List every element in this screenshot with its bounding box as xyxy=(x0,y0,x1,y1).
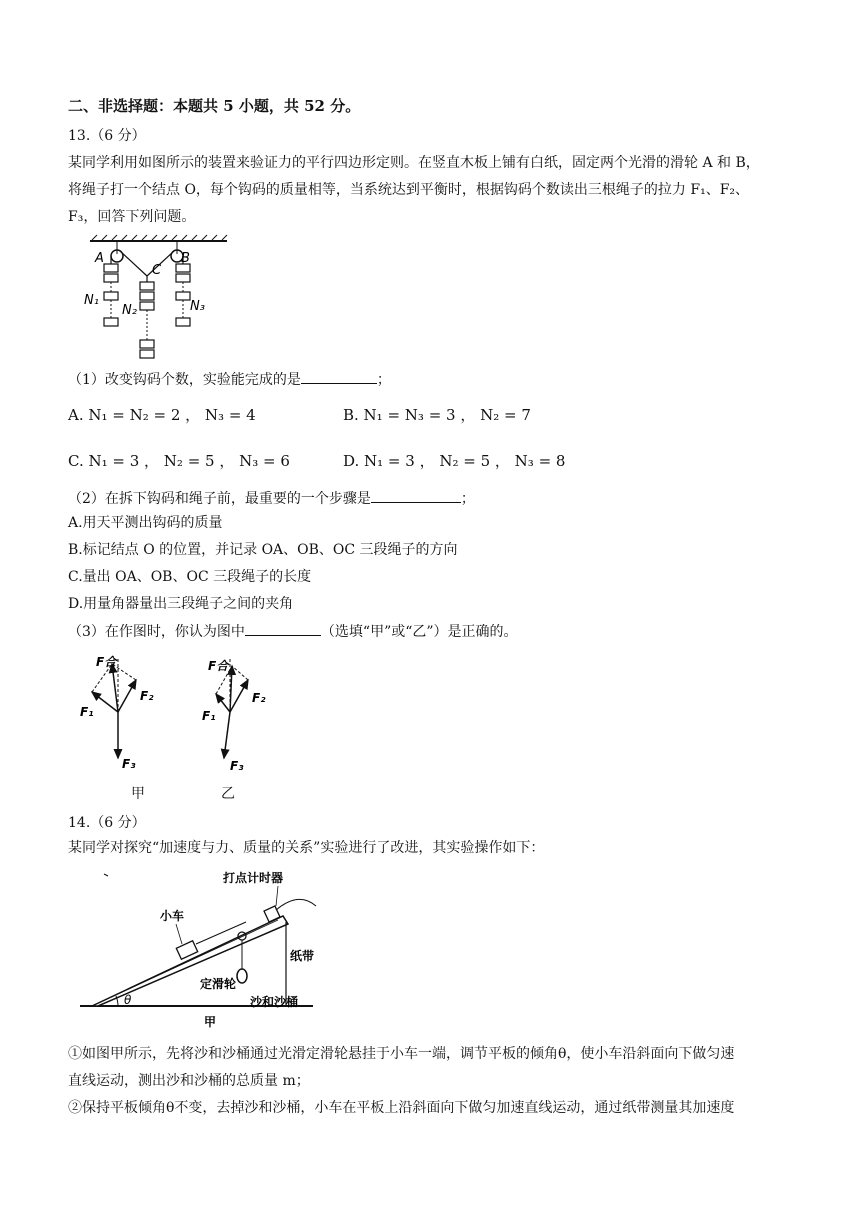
q14-number: 14.（6 分） xyxy=(68,815,146,831)
jia-label-f3: F₃ xyxy=(122,757,136,771)
force-diagram-yi xyxy=(216,658,248,758)
q14-step1-line1: ①如图甲所示，先将沙和沙桶通过光滑定滑轮悬挂于小车一端，调节平板的倾角θ，使小车沿斜面向下做匀速 xyxy=(68,1046,735,1062)
q13-sub3-text: （3）在作图时，你认为图中 xyxy=(68,624,245,640)
yi-label-f3: F₃ xyxy=(230,759,244,773)
q13-intro-line2: 将绳子打一个结点 O，每个钩码的质量相等，当系统达到平衡时，根据钩码个数读出三根绳子的拉力 F₁、F₂、 xyxy=(68,182,750,198)
q13-sub2-end: ； xyxy=(460,491,475,507)
q13-sub2-text: （2）在拆下钩码和绳子前，最重要的一个步骤是 xyxy=(68,491,371,507)
label-c: C xyxy=(152,263,162,278)
section-title: 二、非选择题：本题共 5 小题，共 52 分。 xyxy=(68,97,361,115)
q14-step2-line1: ②保持平板倾角θ不变，去掉沙和沙桶，小车在平板上沿斜面向下做匀加速直线运动，通过纸带测量其加速度 xyxy=(68,1100,735,1116)
label-timer: 打点计时器 xyxy=(223,871,284,885)
q13-sub3 xyxy=(68,621,518,642)
caption-jia-14: 甲 xyxy=(204,1015,217,1029)
q13-sub1-option-a[interactable]: A. N₁ = N₂ = 2 ， N₃ = 4 xyxy=(68,406,256,424)
force-diagrams-figure xyxy=(76,650,296,780)
q14-intro: 某同学对探究“加速度与力、质量的关系”实验进行了改进，其实验操作如下： xyxy=(68,840,545,856)
label-sand-bucket: 沙和沙桶 xyxy=(250,995,299,1009)
q13-sub2-option-d[interactable]: D.用量角器量出三段绳子之间的夹角 xyxy=(68,596,294,612)
q13-number: 13.（6 分） xyxy=(68,128,146,144)
pulley-apparatus-figure xyxy=(82,234,242,366)
label-n1: N₁ xyxy=(84,293,99,308)
force-diagram-jia xyxy=(92,658,136,758)
yi-label-f1: F₁ xyxy=(202,709,216,723)
q13-sub3-answer-blank[interactable] xyxy=(245,621,321,636)
q13-sub2-option-c[interactable]: C.量出 OA、OB、OC 三段绳子的长度 xyxy=(68,569,312,585)
label-a: A xyxy=(95,251,104,266)
q13-sub2-option-a[interactable]: A.用天平测出钩码的质量 xyxy=(68,515,223,531)
jia-label-f2: F₂ xyxy=(140,689,154,703)
jia-label-f1: F₁ xyxy=(80,705,94,719)
label-theta: θ xyxy=(124,993,132,1007)
caption-yi: 乙 xyxy=(221,786,235,802)
jia-label-f-he: F合 xyxy=(96,655,117,669)
q13-sub1 xyxy=(68,369,391,390)
q13-sub1-end: ； xyxy=(376,372,391,388)
caption-jia: 甲 xyxy=(131,786,145,802)
q14-step1-line2: 直线运动，测出沙和沙桶的总质量 m； xyxy=(68,1073,310,1089)
label-b: B xyxy=(181,251,190,266)
inclined-plane-figure xyxy=(78,862,338,1036)
q13-sub1-answer-blank[interactable] xyxy=(301,369,377,384)
label-tape: 纸带 xyxy=(290,949,315,963)
label-n3: N₃ xyxy=(190,299,205,314)
q13-sub1-option-c[interactable]: C. N₁ = 3 ， N₂ = 5 ， N₃ = 6 xyxy=(68,452,290,470)
q13-intro-line1: 某同学利用如图所示的装置来验证力的平行四边形定则。在竖直木板上铺有白纸，固定两个光滑的滑轮 A 和 B， xyxy=(68,155,760,171)
q13-intro-line3: F₃，回答下列问题。 xyxy=(68,209,196,225)
label-n2: N₂ xyxy=(122,303,137,318)
label-car: 小车 xyxy=(160,909,185,923)
q13-sub1-text: （1）改变钩码个数，实验能完成的是 xyxy=(68,372,301,388)
q13-sub2-option-b[interactable]: B.标记结点 O 的位置，并记录 OA、OB、OC 三段绳子的方向 xyxy=(68,542,458,558)
q13-sub1-option-b[interactable]: B. N₁ = N₃ = 3 ， N₂ = 7 xyxy=(343,406,531,424)
q13-sub2 xyxy=(68,488,475,509)
q13-sub3-end: （选填“甲”或“乙”）是正确的。 xyxy=(320,624,518,640)
q13-sub1-option-d[interactable]: D. N₁ = 3 ， N₂ = 5 ， N₃ = 8 xyxy=(343,452,566,470)
q13-sub2-answer-blank[interactable] xyxy=(371,488,461,503)
label-pulley: 定滑轮 xyxy=(200,977,237,991)
yi-label-f2: F₂ xyxy=(252,691,266,705)
yi-label-f-he: F合 xyxy=(208,659,229,673)
